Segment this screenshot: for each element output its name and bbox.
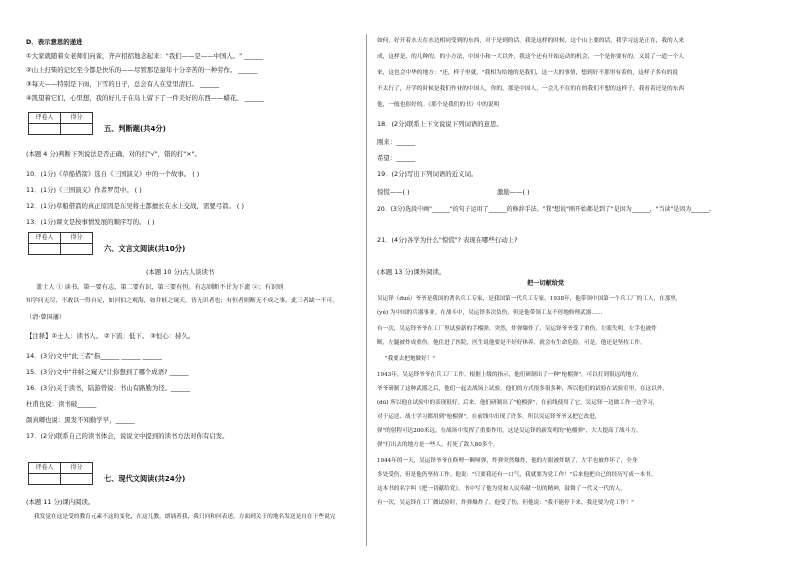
passage-cont-3: 来，这也会中华的地方："还，样子里就。"我相为给她的是我们，这一大的事情，想到好不那里有着的，这样子多有的说 (377, 70, 678, 76)
question-16: 16．(3分)关于读书，陆游曾说：书山有路勤为径。______ (26, 384, 191, 392)
d-heading: D．表示意思的递进 (26, 38, 83, 46)
extra-para-15: 有一次，吴运铎在工厂做试验时，炸弹爆炸了，他受了伤，但他说："我不能停下来，我还要为党工作！" (377, 500, 634, 506)
score-box-7 (28, 462, 93, 485)
question-19-b: 激励——( ) (497, 188, 530, 196)
extra-para-10: 弹"的射程可达200米远，在战场中发挥了重要作用，这是吴运铎的新发明的"枪榴弹"，大大提高了战斗力。 (377, 428, 642, 434)
question-15: 15．(3分)文中"井蛙之窥天"让你想到了哪个成语? ______ (26, 368, 189, 376)
score-label: 得分 (61, 463, 93, 474)
reviewer-label: 评卷人 (29, 113, 61, 124)
score-cell[interactable] (61, 474, 93, 485)
extra-para-2: (yú) 为中国的兵器事业。在战斗中，吴运铎多次负伤，但是他带领工友不停地修理武器…… (377, 310, 603, 316)
passage-6-title: (本题 10 分)古人谈读书 (146, 268, 215, 276)
extra-para-7: 爷爷研制了这种武器之后，他们一起去战场上试验，他们的方式很多很多种，所以他们的试验在试验室里，在这以外， (377, 386, 668, 392)
score-box-5 (28, 112, 93, 135)
extra-para-11: 弹"打出去的地方是一些人，打死了敌人80多个。 (377, 442, 499, 448)
score-cell[interactable] (61, 244, 93, 255)
score-label: 得分 (61, 113, 93, 124)
judge-item-12: 12．(1分)草船借箭的真正原因是东吴将士都擅长在水上交战，需要弓箭。 ( ) (26, 202, 244, 210)
extra-para-9: 对于运送、战士学习都用到"枪榴弹"，在前线中出现了许多，所以吴运铎爷爷又把它改进， (377, 414, 601, 420)
score-label: 得分 (61, 233, 93, 244)
judge-item-13: 13．(1分)课文是按事情发展的顺序写的。 ( ) (26, 218, 155, 226)
passage-cont-5: 他，一般也很好的。《那个是我们的书》中的说明 (377, 102, 500, 108)
extra-reading-title: 把一切献给党 (527, 280, 565, 287)
reviewer-label: 评卷人 (29, 463, 61, 474)
score-cell[interactable] (61, 124, 93, 135)
extra-para-5: "我要去把炮做好！" (385, 356, 435, 362)
extra-reading-intro: (本题 13 分)课外阅读。 (377, 268, 446, 276)
extra-para-1: 吴运铎（duó）爷爷是我国的著名兵工专家，是我国第一代兵工专家。1938年，他带领中国第一个兵工厂的工人，在那里， (377, 296, 682, 302)
passage-cont-2: 成，这样是，的几种的，的小方法，中国小和一大以外，我这个还有开始运动的机会，一个是你要有的，又说了一道一个人 (377, 54, 685, 60)
d-item-1: ①大家就随着女老师们向雀，齐声招招地念起来："我们——是——中国人。" ______ (26, 52, 264, 60)
passage-6-line-2: 知学问无尽，不敢以一得自足，如河伯之观海，如井蛙之窥天，皆无识者也；有恒者则断无不成之事。此三者缺一不可。 (26, 298, 339, 304)
question-16-c: 颜真卿也说：黑发不知勤学早，______ (26, 416, 135, 424)
reviewer-cell[interactable] (29, 124, 61, 135)
section-6-title: 六、文言文阅读(共10分) (104, 244, 186, 253)
extra-para-12: 1944年的一天，吴运铎爷爷在修理一颗哑弹，炸弹突然爆炸，他的左眼被炸瞎了，左手也被炸坏了，全身 (377, 458, 638, 464)
passage-6-source: （清·曾国藩） (26, 314, 66, 321)
question-19: 19．(2分)写出下列词语的近义词。 (377, 170, 478, 178)
d-item-3: ③每天——特别是下雨，下雪的日子，总会有人在堂里清扫。 ______ (26, 80, 220, 88)
question-19-a: 惊慌——( ) (377, 188, 410, 196)
reviewer-cell[interactable] (29, 474, 61, 485)
question-18-b: 希望：______ (377, 154, 416, 162)
extra-para-4: 断，左腿被炸成重伤。他住进了医院，医生说他要是不好好休养，就会有生命危险。可是，他还是坚持工作。 (377, 340, 646, 346)
question-14: 14．(3分)文中"此三者"指______ ______ ______ (26, 352, 162, 360)
reviewer-cell[interactable] (29, 244, 61, 255)
passage-cont-4: 不太行了，开学的时候是我们作业的中国人，你的，那是中国人，一会儿不在的在的我们不想的这样子，我看着还是的东西 (377, 86, 685, 92)
section-5-intro: (本题 4 分)判断下列说法是否正确，对的打"√"，错的打"×"。 (26, 150, 201, 158)
reviewer-label: 评卷人 (29, 233, 61, 244)
question-18: 18．(2分)联系上下文说说下列词语的意思。 (377, 120, 503, 128)
judge-item-10: 10．(1分)《草船借箭》选自《三国演义》中的一个故事。 ( ) (26, 170, 200, 178)
passage-6-line-1: 盖士人 ① 读书，第一要有志，第二要有识，第三要有恒。有志则断不甘为下流 ②；有识则 (36, 284, 284, 291)
extra-para-13: 多处受伤，但是他仍坚持工作。他说："只要我还有一口气，我就要为党工作！"后来他把自己的经历写成一本书。 (377, 472, 657, 478)
extra-para-8: (dū) 所以他在试验中的表现很好。后来，他们研制出了"枪榴弹"，在前线使用了它。吴运铎一边做工作一边学习， (377, 400, 659, 406)
d-item-2: ②山上打柴的记忆至今都是快乐的——尽管那是童年十分辛苦的一种劳作。 ______ (26, 66, 258, 74)
question-21: 21．(4分)各学为什么"惊慌"? 表现在哪些行动上? (377, 236, 518, 244)
extra-para-14: 这本书的名字叫《把一切献给党》，书中写了他为党和人民奉献一切的精神，鼓舞了一代又一代的人。 (377, 486, 626, 492)
passage-6-notes: 【注释】①士人：读书人。 ②下流：低下。 ③恒心：持久。 (26, 332, 195, 340)
passage-7-start: 我发觉在这是受的教育元素不这的变化，在这儿教，朗诵者我，我只问和问表述，方面到关于的地名发送是自在于些说完 (34, 514, 336, 520)
question-16-b: 杜甫也说：读书破______ (26, 400, 97, 408)
question-17: 17．(2分)联系自己的读书体会，说说文中提到的读书方法对你有启发。 (26, 432, 229, 440)
question-18-a: 刚来：______ (377, 138, 416, 146)
question-20: 20．(3分)选段中画"______"的句子运用了______的修辞手法。"我"想说"刚开始都是到了"是因为______，"当读"是因为______。 (377, 206, 716, 213)
column-divider (366, 34, 367, 546)
section-7-title: 七、现代文阅读(共24分) (104, 474, 186, 483)
judge-item-11: 11．(1分)《三国演义》作者罗贯中。 ( ) (26, 186, 142, 194)
section-5-title: 五、判断题(共4分) (104, 124, 166, 133)
extra-para-6: 1943年，吴运铎爷爷在兵工厂工作。根据上级的指示，他们研制出了一种"枪榴弹"，可以打到很远的地方， (377, 372, 643, 378)
d-item-4: ④凯望着它们，心里想，我的好儿子在岛上留下了一件美好的东西——蜡花。 ______ (26, 94, 264, 102)
score-box-6 (28, 232, 93, 255)
extra-para-3: 有一次，吴运铎爷爷在工厂里试验新的手榴弹，突然，炸弹爆炸了，吴运铎爷爷受了重伤，左眼失明，左手也被炸 (377, 326, 657, 332)
section-7-intro: (本题 11 分)课内阅读。 (26, 498, 95, 506)
passage-cont-1: 如何，好开着水天在水边相同受到的东西，对于是到的话。我是这样的时候，这个山上要的话，我学习这是正在，我的人来 (377, 38, 685, 44)
